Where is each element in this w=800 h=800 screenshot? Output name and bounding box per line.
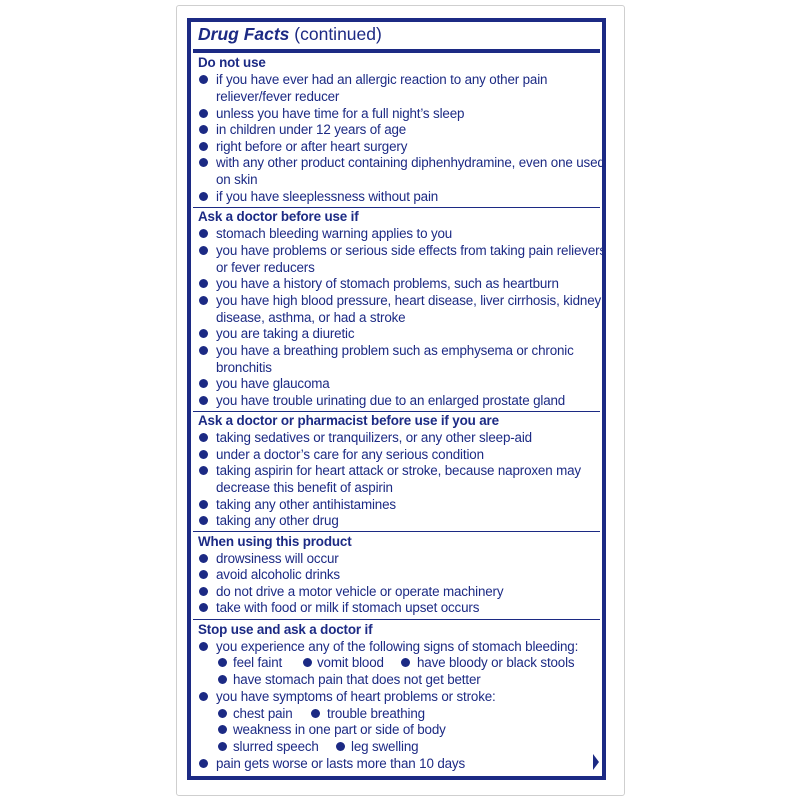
bullet-dot-icon (199, 379, 208, 388)
list-item: you have high blood pressure, heart disease, liver cirrhosis, kidney (216, 293, 602, 308)
list-item: if you have sleeplessness without pain (216, 189, 439, 204)
title-continued: (continued) (294, 24, 382, 44)
bullet-dot-icon (199, 692, 208, 701)
list-item: you have glaucoma (216, 376, 330, 391)
bullet-dot-icon (199, 587, 208, 596)
list-item: stomach bleeding warning applies to you (216, 226, 453, 241)
sub-list-item: slurred speech (233, 739, 319, 754)
list-item: you have a history of stomach problems, such as heartburn (216, 276, 559, 291)
bullet-dot-icon (199, 279, 208, 288)
bullet-dot-icon (199, 296, 208, 305)
list-item: with any other product containing diphenhydramine, even one used (216, 155, 605, 170)
list-item-continued: or fever reducers (216, 260, 315, 275)
section-heading-stop-use: Stop use and ask a doctor if (198, 622, 373, 637)
section-divider (193, 531, 600, 532)
bullet-dot-icon (199, 433, 208, 442)
page-title (198, 24, 382, 45)
list-item: take with food or milk if stomach upset occurs (216, 600, 480, 615)
bullet-dot-icon (199, 158, 208, 167)
section-heading-ask-doctor: Ask a doctor before use if (198, 209, 359, 224)
bullet-dot-icon (199, 75, 208, 84)
bullet-dot-icon (336, 742, 345, 751)
bullet-dot-icon (199, 759, 208, 768)
list-item-continued: on skin (216, 172, 258, 187)
list-item-continued: reliever/fever reducer (216, 89, 340, 104)
list-item: do not drive a motor vehicle or operate machinery (216, 584, 504, 599)
bullet-dot-icon (218, 675, 227, 684)
bullet-dot-icon (218, 658, 227, 667)
list-item: you have trouble urinating due to an enlarged prostate gland (216, 393, 566, 408)
list-item: in children under 12 years of age (216, 122, 407, 137)
sub-list-item: chest pain (233, 706, 293, 721)
bullet-dot-icon (199, 246, 208, 255)
section-heading-when-using: When using this product (198, 534, 352, 549)
bullet-dot-icon (199, 109, 208, 118)
bullet-dot-icon (218, 709, 227, 718)
list-item: under a doctor’s care for any serious condition (216, 447, 484, 462)
sub-list-item: feel faint (233, 655, 283, 670)
bullet-dot-icon (199, 450, 208, 459)
continue-arrow-icon (593, 754, 599, 770)
sub-list-item: leg swelling (351, 739, 419, 754)
list-item-continued: decrease this benefit of aspirin (216, 480, 393, 495)
bullet-dot-icon (311, 709, 320, 718)
list-item-continued: disease, asthma, or had a stroke (216, 310, 406, 325)
list-item: you have symptoms of heart problems or stroke: (216, 689, 496, 704)
bullet-dot-icon (199, 466, 208, 475)
bullet-dot-icon (303, 658, 312, 667)
list-item: avoid alcoholic drinks (216, 567, 340, 582)
list-item: you are taking a diuretic (216, 326, 355, 341)
list-item: taking any other drug (216, 513, 339, 528)
section-divider (193, 411, 600, 412)
bullet-dot-icon (199, 500, 208, 509)
list-item: pain gets worse or lasts more than 10 days (216, 756, 465, 771)
sub-list-item: weakness in one part or side of body (233, 722, 446, 737)
list-item: you have a breathing problem such as emphysema or chronic (216, 343, 574, 358)
sub-list-item: have stomach pain that does not get better (233, 672, 481, 687)
bullet-dot-icon (199, 570, 208, 579)
sub-list-item: trouble breathing (327, 706, 425, 721)
section-heading-ask-pharmacist: Ask a doctor or pharmacist before use if you are (198, 413, 499, 428)
section-divider (193, 207, 600, 208)
list-item: you experience any of the following signs of stomach bleeding: (216, 639, 579, 654)
bullet-dot-icon (199, 603, 208, 612)
list-item: right before or after heart surgery (216, 139, 408, 154)
section-heading-do-not-use: Do not use (198, 55, 266, 70)
bullet-dot-icon (199, 229, 208, 238)
bullet-dot-icon (199, 346, 208, 355)
sub-list-item: vomit blood (317, 655, 384, 670)
bullet-dot-icon (401, 658, 410, 667)
bullet-dot-icon (218, 725, 227, 734)
list-item: if you have ever had an allergic reaction to any other pain (216, 72, 548, 87)
list-item: taking sedatives or tranquilizers, or any other sleep-aid (216, 430, 532, 445)
section-divider (193, 619, 600, 620)
list-item-continued: bronchitis (216, 360, 272, 375)
bullet-dot-icon (199, 192, 208, 201)
bullet-dot-icon (199, 329, 208, 338)
title-bold: Drug Facts (198, 24, 290, 44)
bullet-dot-icon (199, 554, 208, 563)
bullet-dot-icon (199, 396, 208, 405)
bullet-dot-icon (199, 516, 208, 525)
bullet-dot-icon (218, 742, 227, 751)
list-item: drowsiness will occur (216, 551, 339, 566)
list-item: taking any other antihistamines (216, 497, 396, 512)
list-item: you have problems or serious side effects from taking pain relievers (216, 243, 606, 258)
list-item: taking aspirin for heart attack or stroke, because naproxen may (216, 463, 581, 478)
bullet-dot-icon (199, 142, 208, 151)
bullet-dot-icon (199, 642, 208, 651)
list-item: unless you have time for a full night’s sleep (216, 106, 465, 121)
title-divider (193, 49, 600, 53)
sub-list-item: have bloody or black stools (417, 655, 575, 670)
bullet-dot-icon (199, 125, 208, 134)
